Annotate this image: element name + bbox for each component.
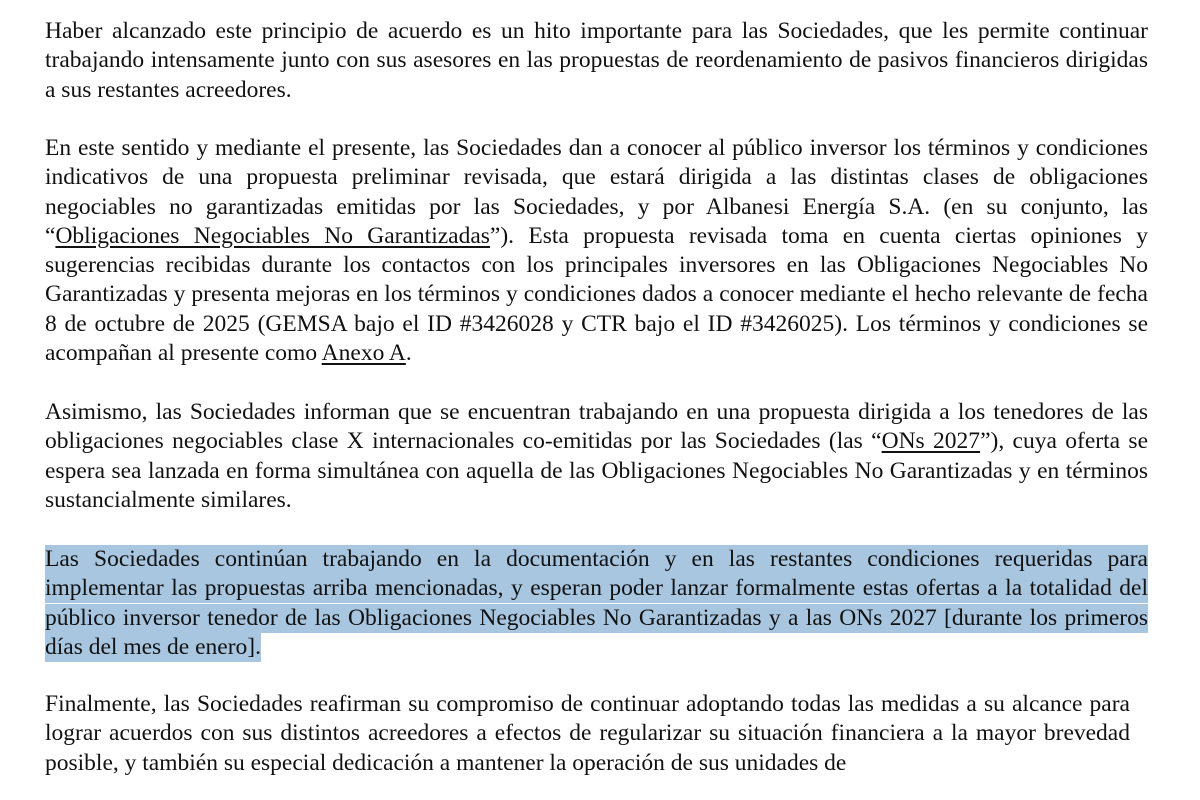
paragraph-commitment[interactable]	[45, 690, 1130, 778]
paragraph-proposal-terms[interactable]	[45, 134, 1148, 368]
paragraph-text: En este sentido y mediante el presente, las Sociedades dan a conocer al público inversor los términos y condiciones indicativos de una propuesta preliminar revisada, que estará dirigida a las distintas clases de obligaciones negociables no garantizadas emitidas por las Sociedades, y por Albanesi Energía S.A. (en su conjunto, las “	[45, 135, 1148, 249]
paragraph-agreement-milestone[interactable]	[45, 17, 1148, 105]
paragraph-ons-2027[interactable]	[45, 398, 1148, 515]
paragraph-text: Finalmente, las Sociedades reafirman su compromiso de continuar adoptando todas las medidas a su alcance para lograr acuerdos con sus distintos acreedores a efectos de regularizar su situación financiera a la mayor brevedad posible, y también su especial dedicación a mantener la operación de sus unidades de	[45, 691, 1130, 776]
paragraph-text: ”), cuya oferta se espera sea lanzada en forma simultánea con aquella de las Obligaciones Negociables No Garantizadas y en términos sustancialmente similares.	[45, 428, 1148, 513]
paragraph-text: .	[405, 340, 412, 367]
defined-term-unsecured-notes: Obligaciones Negociables No Garantizadas	[55, 222, 490, 249]
paragraph-text: ”). Esta propuesta revisada toma en cuenta ciertas opiniones y sugerencias recibidas durante los contactos con los principales inversores en las Obligaciones Negociables No Garantizadas y presenta mejoras en los términos y condiciones dados a conocer mediante el hecho relevante de fecha 8 de octubre de 2025 (GEMSA bajo el ID #3426028 y CTR bajo el ID #3426025). Los términos y condiciones se acompañan al presente como	[45, 222, 1149, 367]
paragraph-text: Asimismo, las Sociedades informan que se encuentran trabajando en una propuesta dirigida a los tenedores de las obligaciones negociables clase X internacionales co-emitidas por las Sociedades (las “	[45, 399, 1148, 455]
selected-text-highlight[interactable]: Las Sociedades continúan trabajando en la documentación y en las restantes condiciones requeridas para implementar las propuestas arriba mencionadas, y esperan poder lanzar formalmente estas ofertas a la totalidad del público inversor tenedor de las Obligaciones Negociables No Garantizadas y a las ONs 2027 [durante los primeros días del mes de enero].	[45, 546, 1148, 660]
paragraph-text: Haber alcanzado este principio de acuerdo es un hito importante para las Sociedades, que les permite continuar trabajando intensamente junto con sus asesores en las propuestas de reordenamiento de pasivos financieros dirigidas a sus restantes acreedores.	[45, 18, 1148, 103]
defined-term-ons-2027: ONs 2027	[881, 428, 981, 455]
paragraph-selected-documentation[interactable]	[45, 545, 1148, 662]
annex-a-reference: Anexo A	[321, 340, 406, 367]
